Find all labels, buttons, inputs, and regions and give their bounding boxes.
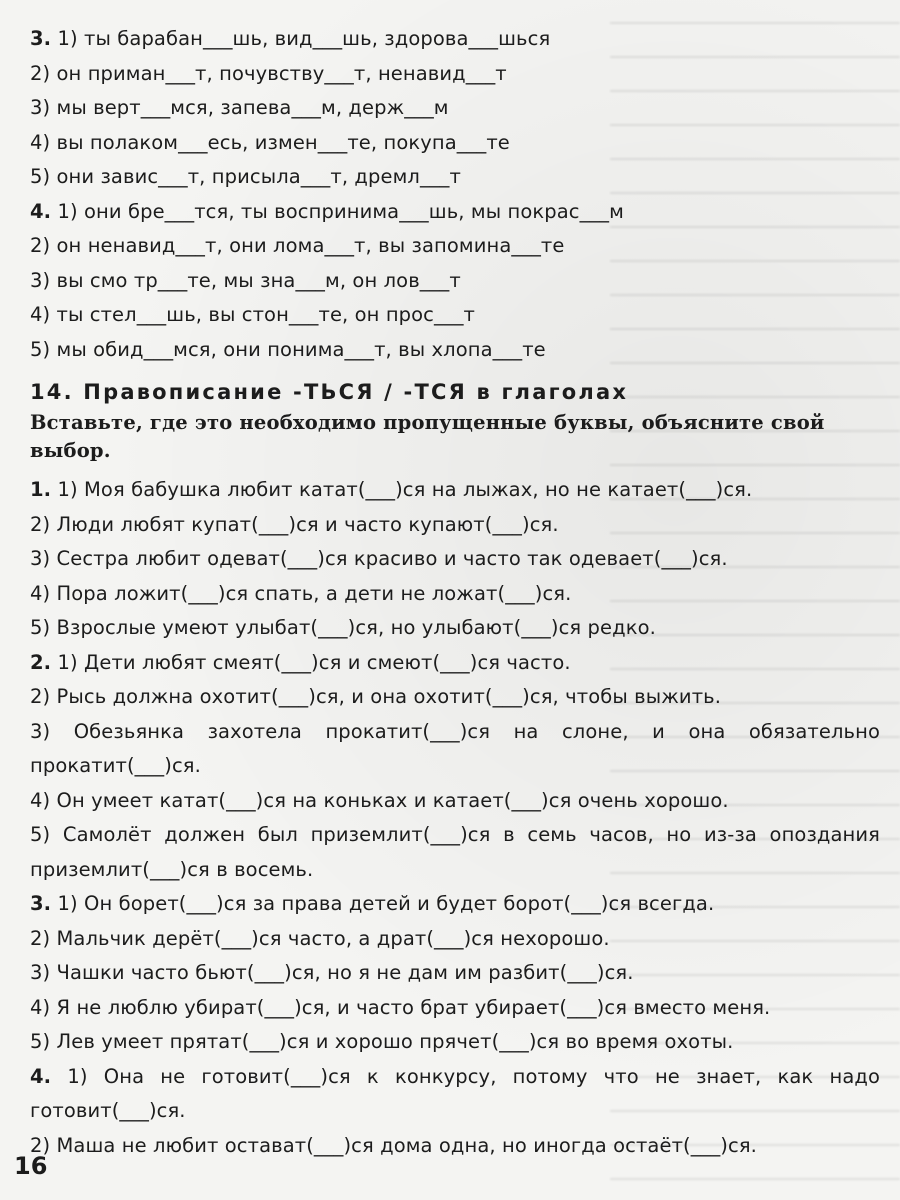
exercise-14-3-line-3: 3) Чашки часто бьют(___)ся, но я не дам им разбит(___)ся. bbox=[30, 961, 634, 984]
exercise-13-3-line-1: 3. 1) ты барабан___шь, вид___шь, здорова___шься bbox=[30, 27, 551, 50]
section-instruction: Вставьте, где это необходимо пропущенные буквы, объясните свой выбор. bbox=[30, 411, 825, 462]
exercise-number: 2. bbox=[30, 650, 52, 674]
exercise-14-4-line-1: 4. 1) Она не готовит(___)ся к конкурсу, потому что не знает, как надо готовит(___)ся. bbox=[30, 1064, 880, 1122]
exercise-13-4-line-5: 5) мы обид___мся, они понима___т, вы хлопа___те bbox=[30, 337, 546, 361]
exercise-14-3-line-5: 5) Лев умеет прятат(___)ся и хорошо прячет(___)ся во время охоты. bbox=[30, 1030, 734, 1053]
exercise-14-2-line-1: 2. 1) Дети любят смеят(___)ся и смеют(___)ся часто. bbox=[30, 650, 571, 674]
exercise-14-1-line-5: 5) Взрослые умеют улыбат(___)ся, но улыбают(___)ся редко. bbox=[30, 616, 656, 639]
page-number: 16 bbox=[14, 1152, 48, 1180]
exercise-14-3-line-1: 3. 1) Он борет(___)ся за права детей и будет борот(___)ся всегда. bbox=[30, 892, 715, 915]
exercise-13-3-line-2: 2) он приман___т, почувству___т, ненавид___т bbox=[30, 61, 507, 85]
exercise-14-4-line-2: 2) Маша не любит остават(___)ся дома одна, но иногда остаёт(___)ся. bbox=[30, 1133, 757, 1157]
exercise-14-2-line-5: 5) Самолёт должен был приземлит(___)ся в семь часов, но из-за опоздания приземлит(___)ся в восемь. bbox=[30, 823, 880, 881]
exercise-14-1-line-4: 4) Пора ложит(___)ся спать, а дети не ложат(___)ся. bbox=[30, 581, 572, 605]
exercise-number: 4. bbox=[30, 199, 52, 223]
exercise-14-1-line-2: 2) Люди любят купат(___)ся и часто купают(___)ся. bbox=[30, 512, 559, 536]
page-content bbox=[30, 22, 890, 1163]
exercise-14-2-line-3: 3) Обезьянка захотела прокатит(___)ся на слоне, и она обязательно прокатит(___)ся. bbox=[30, 719, 880, 777]
exercise-14-1-line-3: 3) Сестра любит одеват(___)ся красиво и часто так одевает(___)ся. bbox=[30, 547, 728, 570]
exercise-13-4-line-4: 4) ты стел___шь, вы стон___те, он прос___т bbox=[30, 303, 476, 326]
exercise-13-4-line-3: 3) вы смо тр___те, мы зна___м, он лов___т bbox=[30, 268, 461, 292]
exercise-14-3-line-4: 4) Я не люблю убират(___)ся, и часто брат убирает(___)ся вместо меня. bbox=[30, 995, 771, 1019]
exercise-number: 1. bbox=[30, 478, 52, 501]
exercise-13-3-line-5: 5) они завис___т, присыла___т, дремл___т bbox=[30, 165, 461, 188]
exercise-14-2-line-2: 2) Рысь должна охотит(___)ся, и она охотит(___)ся, чтобы выжить. bbox=[30, 685, 722, 708]
exercise-14-2-line-4: 4) Он умеет катат(___)ся на коньках и катает(___)ся очень хорошо. bbox=[30, 788, 729, 812]
exercise-14-1-line-1: 1. 1) Моя бабушка любит катат(___)ся на лыжах, но не катает(___)ся. bbox=[30, 478, 753, 501]
exercise-number: 3. bbox=[30, 892, 52, 915]
exercise-13-4-line-1: 4. 1) они бре___тся, ты воспринима___шь, мы покрас___м bbox=[30, 199, 624, 223]
exercise-13-3-line-4: 4) вы полаком___есь, измен___те, покупа___те bbox=[30, 130, 510, 154]
exercise-13-4-line-2: 2) он ненавид___т, они лома___т, вы запомина___те bbox=[30, 234, 565, 257]
exercise-14-3-line-2: 2) Мальчик дерёт(___)ся часто, а драт(___)ся нехорошо. bbox=[30, 926, 610, 950]
exercise-number: 4. bbox=[30, 1064, 52, 1088]
exercise-number: 3. bbox=[30, 27, 52, 50]
exercise-13-3-line-3: 3) мы верт___мся, запева___м, держ___м bbox=[30, 96, 449, 119]
section-title: 14. Правописание -ТЬСЯ / -ТСЯ в глаголах bbox=[30, 380, 629, 404]
